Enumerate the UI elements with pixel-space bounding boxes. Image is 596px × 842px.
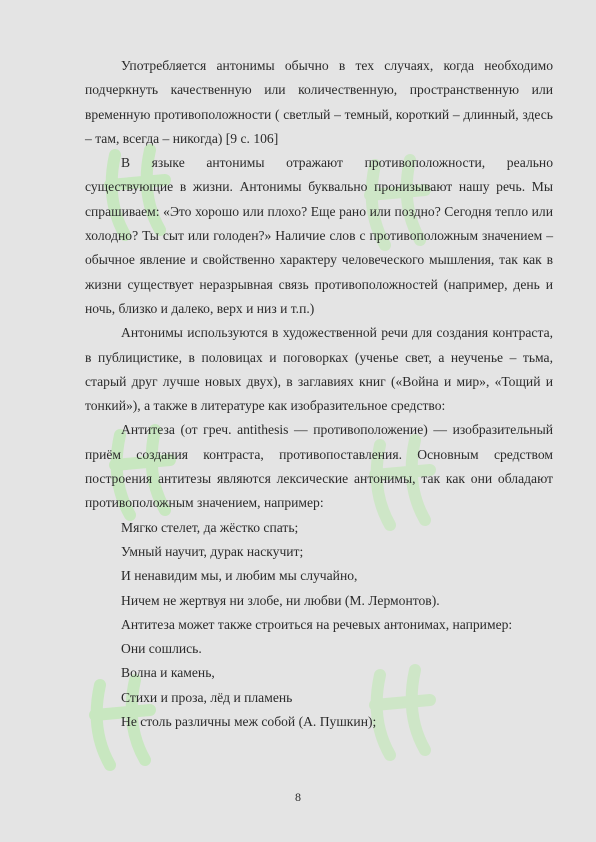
page-number: 8 [295, 790, 301, 804]
verse-line: Волна и камень, [121, 665, 215, 681]
paragraph: Антитеза может также строиться на речевых антонимах, например: [121, 616, 513, 632]
verse-line: Ничем не жертвуя ни злобе, ни любви (М. Лермонтов). [121, 592, 440, 608]
document-body [85, 54, 553, 734]
verse-line: Стихи и проза, лёд и пламень [121, 689, 293, 705]
verse-line: Они сошлись. [121, 641, 202, 657]
verse-line: И ненавидим мы, и любим мы случайно, [121, 568, 358, 584]
paragraph: Антитеза (от греч. antithesis — противоположение) — изобразительный приём создания контраста, противопоставления. Основным средством построения антитезы являются лексические антонимы, так как они обладают противоположным значением, например: [85, 422, 553, 511]
paragraph: Антонимы используются в художественной речи для создания контраста, в публицистике, в половицах и поговорках (ученье свет, а неученье – тьма, старый друг лучше новых двух), в заглавиях книг («Война и мир», «Тощий и тонкий»), а также в литературе как изобразительное средство: [85, 325, 553, 414]
paragraph: В языке антонимы отражают противоположности, реально существующие в жизни. Антонимы буквально пронизывают нашу речь. Мы спрашиваем: «Это хорошо или плохо? Еще рано или поздно? Сегодня тепло или холодно? Ты сыт или голоден?» Наличие слов с противоположным значением – обычное явление и свойственно характеру человеческого мышления, так как в жизни существует неразрывная связь противоположностей (например, день и ночь, близко и далеко, верх и низ и т.п.) [85, 155, 553, 316]
verse-line: Умный научит, дурак наскучит; [121, 543, 304, 559]
paragraph: Употребляется антонимы обычно в тех случаях, когда необходимо подчеркнуть качественную или количественную, пространственную или временную противоположности ( светлый – темный, короткий – длинный, здесь – там, всегда – никогда) [9 с. 106] [85, 58, 553, 146]
verse-line: Не столь различны меж собой (А. Пушкин); [121, 714, 377, 730]
verse-line: Мягко стелет, да жёстко спать; [121, 519, 299, 535]
